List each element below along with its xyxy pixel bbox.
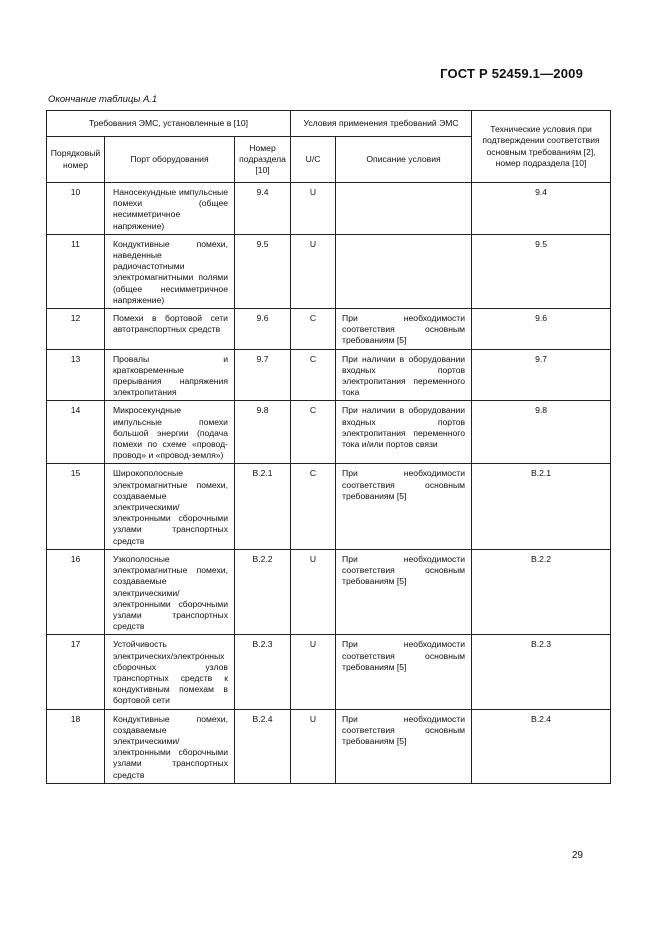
group-header-row: [47, 111, 611, 137]
table-row: [47, 635, 611, 709]
table-row: [47, 183, 611, 235]
header-subsection-number: Номер подраздела [10]: [235, 137, 291, 183]
cell-uc-flag: U: [291, 709, 336, 783]
cell-condition-description: [336, 234, 472, 308]
table-row: [47, 349, 611, 401]
cell-uc-flag: C: [291, 401, 336, 464]
cell-uc-flag: U: [291, 549, 336, 634]
cell-row-number: 16: [47, 549, 105, 634]
cell-subsection-number: B.2.4: [235, 709, 291, 783]
cell-equipment-port: Кондуктивные помехи, наведенные радиочастотными электромагнитными полями (общее несимметричное напряжение): [105, 234, 235, 308]
cell-technical-conditions: 9.4: [472, 183, 611, 235]
header-emc-requirements: Требования ЭМС, установленные в [10]: [47, 111, 291, 137]
cell-subsection-number: 9.5: [235, 234, 291, 308]
cell-equipment-port: Наносекундные импульсные помехи (общее несимметричное напряжение): [105, 183, 235, 235]
cell-row-number: 13: [47, 349, 105, 401]
cell-subsection-number: B.2.2: [235, 549, 291, 634]
cell-condition-description: [336, 183, 472, 235]
cell-equipment-port: Устойчивость электрических/электронных сборочных узлов транспортных средств к кондуктивным помехам в бортовой сети: [105, 635, 235, 709]
cell-technical-conditions: 9.7: [472, 349, 611, 401]
cell-row-number: 12: [47, 309, 105, 350]
cell-subsection-number: B.2.3: [235, 635, 291, 709]
cell-subsection-number: 9.6: [235, 309, 291, 350]
cell-technical-conditions: B.2.3: [472, 635, 611, 709]
cell-subsection-number: 9.7: [235, 349, 291, 401]
cell-condition-description: При необходимости соответствия основным требованиям [5]: [336, 709, 472, 783]
cell-technical-conditions: B.2.2: [472, 549, 611, 634]
header-technical-conditions: Технические условия при подтверждении соответствия основным требованиям [2], номер подраздела [10]: [472, 111, 611, 183]
cell-row-number: 18: [47, 709, 105, 783]
cell-technical-conditions: 9.5: [472, 234, 611, 308]
cell-condition-description: При необходимости соответствия основным требованиям [5]: [336, 549, 472, 634]
table-row: [47, 549, 611, 634]
cell-technical-conditions: 9.8: [472, 401, 611, 464]
cell-row-number: 15: [47, 464, 105, 549]
cell-condition-description: При необходимости соответствия основным требованиям [5]: [336, 309, 472, 350]
cell-equipment-port: Кондуктивные помехи, создаваемые электрическими/электронными сборочными узлами транспортных средств: [105, 709, 235, 783]
cell-condition-description: При наличии в оборудовании входных портов электропитания переменного тока и/или портов связи: [336, 401, 472, 464]
cell-subsection-number: 9.4: [235, 183, 291, 235]
cell-subsection-number: 9.8: [235, 401, 291, 464]
cell-equipment-port: Широкополосные электромагнитные помехи, создаваемые электрическими/электронными сборочными узлами транспортных средств: [105, 464, 235, 549]
cell-uc-flag: C: [291, 349, 336, 401]
header-uc: U/C: [291, 137, 336, 183]
header-condition-description: Описание условия: [336, 137, 472, 183]
cell-technical-conditions: B.2.4: [472, 709, 611, 783]
table-row: [47, 709, 611, 783]
emc-requirements-table: [46, 110, 611, 784]
cell-equipment-port: Провалы и кратковременные прерывания напряжения электропитания: [105, 349, 235, 401]
cell-subsection-number: B.2.1: [235, 464, 291, 549]
cell-row-number: 10: [47, 183, 105, 235]
table-caption: Окончание таблицы А.1: [48, 94, 158, 105]
cell-uc-flag: C: [291, 309, 336, 350]
table-row: [47, 401, 611, 464]
cell-uc-flag: U: [291, 234, 336, 308]
header-sequence-number: Порядковый номер: [47, 137, 105, 183]
cell-row-number: 11: [47, 234, 105, 308]
cell-equipment-port: Микросекундные импульсные помехи большой энергии (подача помехи по схеме «провод-провод» и «провод-земля»): [105, 401, 235, 464]
header-application-conditions: Условия применения требований ЭМС: [291, 111, 472, 137]
table-row: [47, 309, 611, 350]
cell-condition-description: При необходимости соответствия основным требованиям [5]: [336, 464, 472, 549]
cell-row-number: 17: [47, 635, 105, 709]
cell-condition-description: При необходимости соответствия основным требованиям [5]: [336, 635, 472, 709]
cell-uc-flag: C: [291, 464, 336, 549]
cell-technical-conditions: B.2.1: [472, 464, 611, 549]
table-row: [47, 464, 611, 549]
cell-condition-description: При наличии в оборудовании входных портов электропитания переменного тока: [336, 349, 472, 401]
cell-uc-flag: U: [291, 183, 336, 235]
standard-designation: ГОСТ Р 52459.1—2009: [440, 66, 583, 81]
header-equipment-port: Порт оборудования: [105, 137, 235, 183]
cell-equipment-port: Узкополосные электромагнитные помехи, создаваемые электрическими/электронными сборочными узлами транспортных средств: [105, 549, 235, 634]
cell-uc-flag: U: [291, 635, 336, 709]
page-number: 29: [571, 850, 583, 861]
cell-equipment-port: Помехи в бортовой сети автотранспортных средств: [105, 309, 235, 350]
table-row: [47, 234, 611, 308]
cell-row-number: 14: [47, 401, 105, 464]
table-body: [47, 183, 611, 784]
cell-technical-conditions: 9.6: [472, 309, 611, 350]
